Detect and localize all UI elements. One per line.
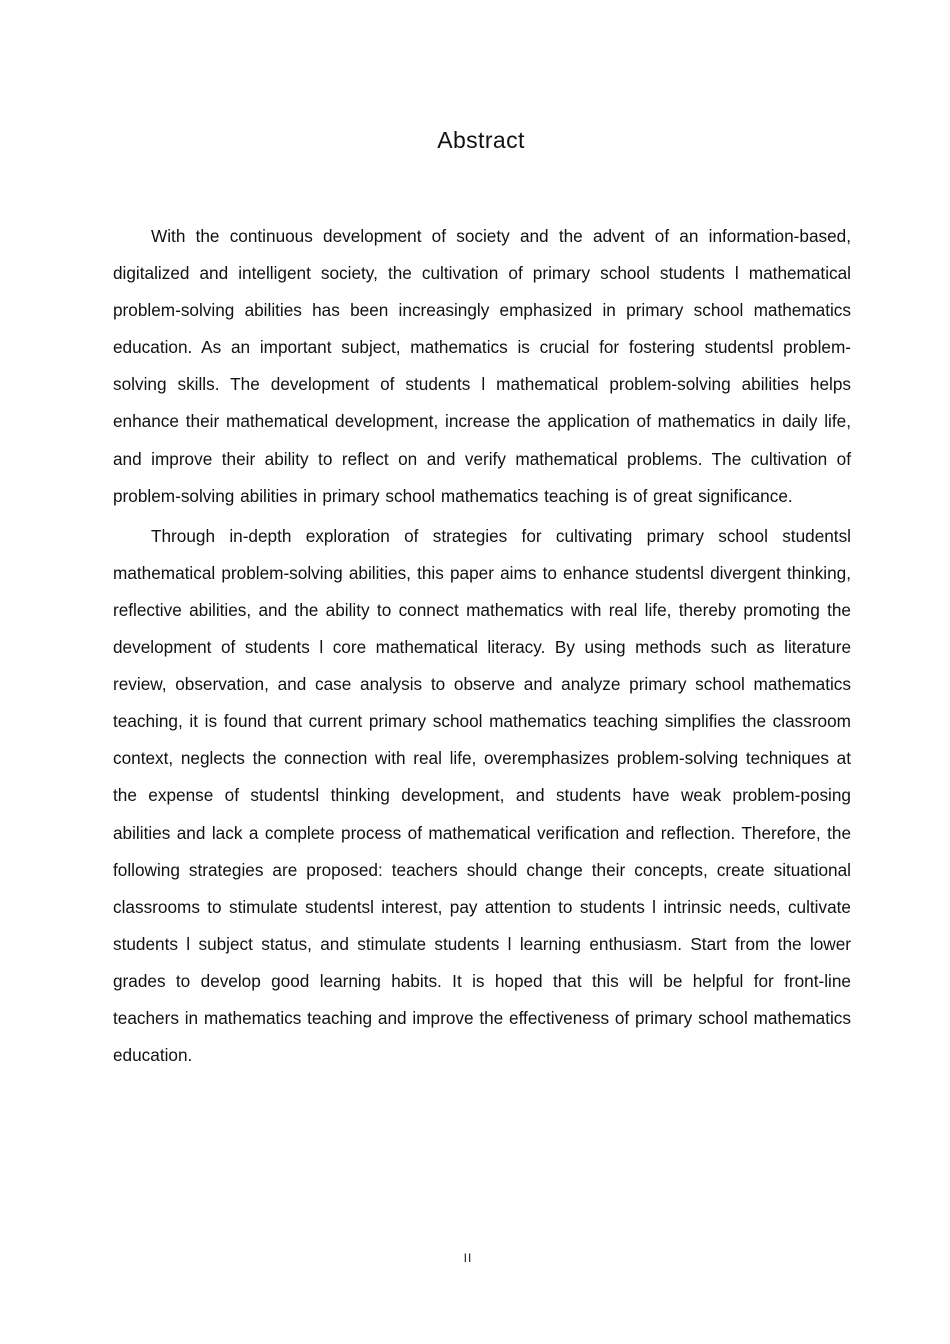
abstract-paragraph-2: Through in-depth exploration of strategies for cultivating primary school studentsl mathematical problem-solving abilities, this paper aims to enhance studentsl divergent thinking, reflective abilities, and the ability to connect mathematics with real life, thereby promoting the development of students l core mathematical literacy. By using methods such as literature review, observation, and case analysis to observe and analyze primary school mathematics teaching, it is found that current primary school mathematics teaching simplifies the classroom context, neglects the connection with real life, overemphasizes problem-solving techniques at the expense of studentsl thinking development, and students have weak problem-posing abilities and lack a complete process of mathematical verification and reflection. Therefore, the following strategies are proposed: teachers should change their concepts, create situational classrooms to stimulate studentsl interest, pay attention to students l intrinsic needs, cultivate students l subject status, and stimulate students l learning enthusiasm. Start from the lower grades to develop good learning habits. It is hoped that this will be helpful for front-line teachers in mathematics teaching and improve the effectiveness of primary school mathematics education. <box>113 525 851 1066</box>
page-title: Abstract <box>437 127 525 153</box>
abstract-body <box>113 218 851 1074</box>
page-number: II <box>463 1251 473 1265</box>
abstract-paragraph-1: With the continuous development of society and the advent of an information-based, digitalized and intelligent society, the cultivation of primary school students l mathematical problem-solving abilities has been increasingly emphasized in primary school mathematics education. As an important subject, mathematics is crucial for fostering studentsl problem-solving skills. The development of students l mathematical problem-solving abilities helps enhance their mathematical development, increase the application of mathematics in daily life, and improve their ability to reflect on and verify mathematical problems. The cultivation of problem-solving abilities in primary school mathematics teaching is of great significance. <box>113 226 851 506</box>
